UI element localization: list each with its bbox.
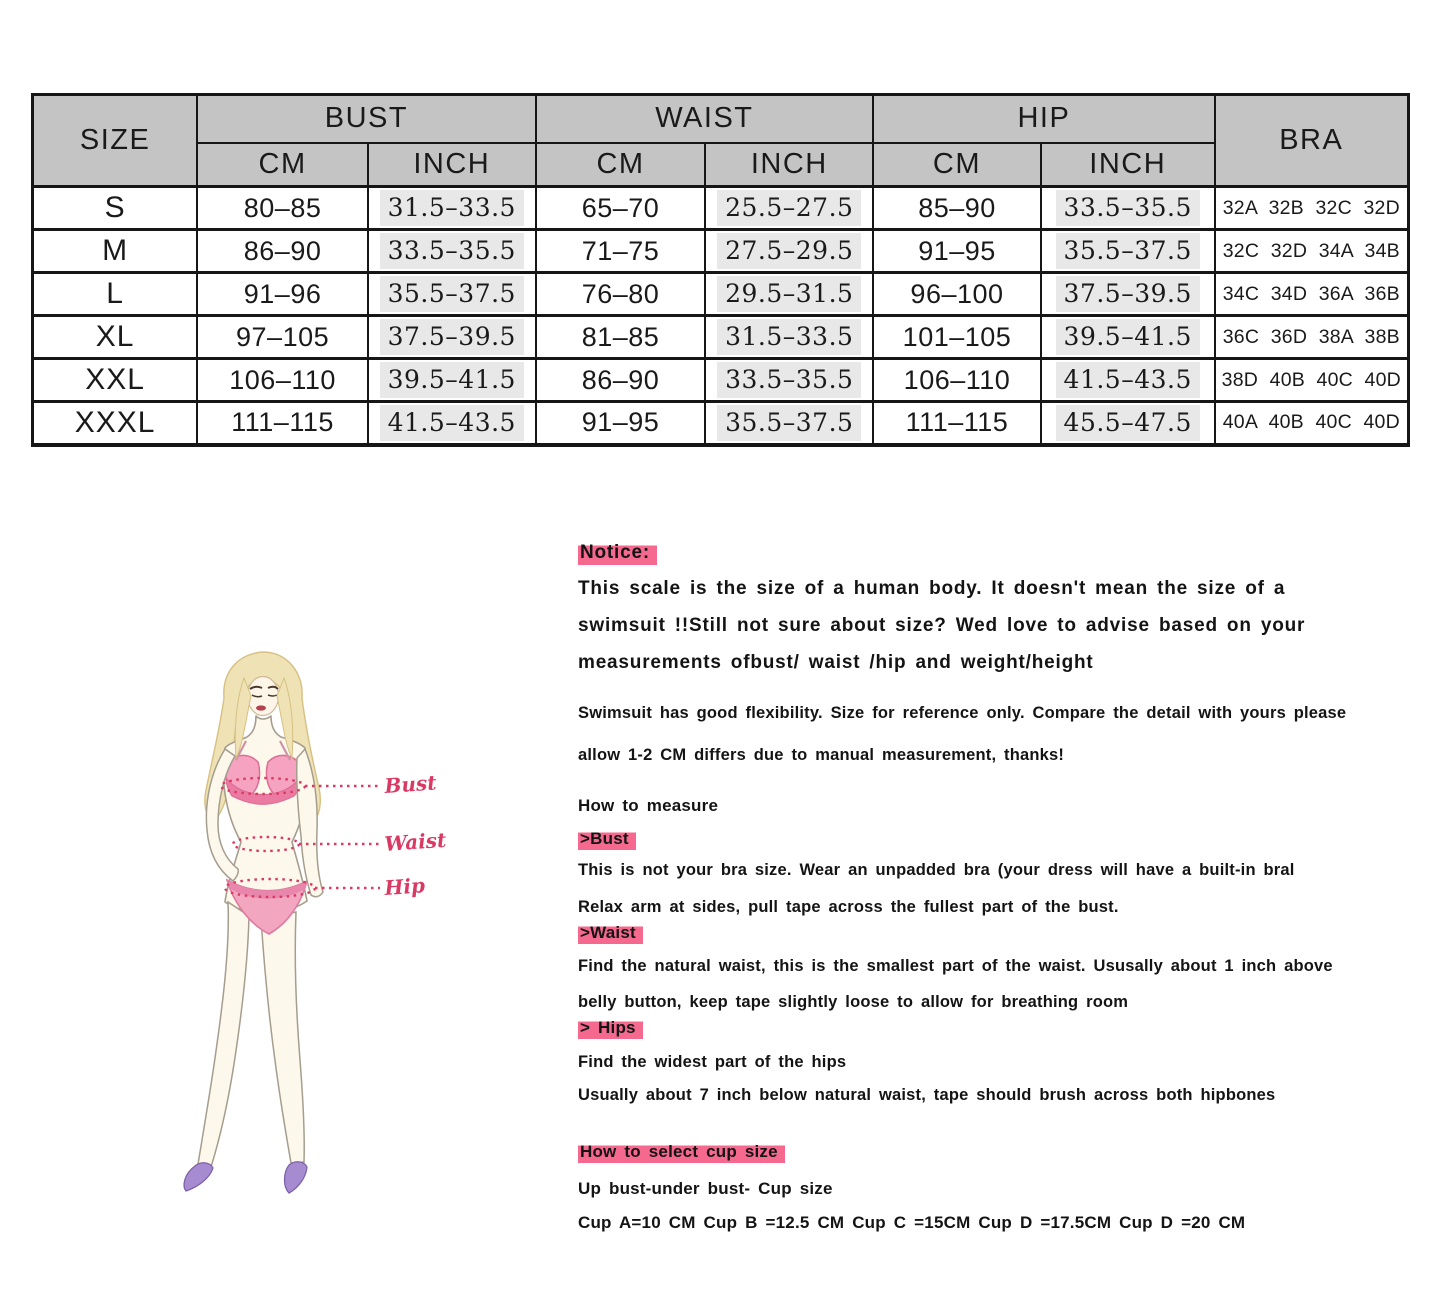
bust-cm-cell: 91–96 (197, 273, 368, 316)
inch-value: 39.5–41.5 (380, 362, 524, 398)
table-row (33, 359, 1409, 402)
inch-header: INCH (368, 143, 536, 187)
bust-cm-cell: 111–115 (197, 402, 368, 445)
size-cell: XXL (33, 359, 198, 402)
inch-value: 41.5–43.5 (380, 405, 524, 441)
waist-inch-cell (705, 359, 873, 402)
waist-inch-cell (705, 187, 873, 230)
notice-heading (578, 542, 657, 564)
inch-value: 35.5–37.5 (717, 405, 861, 441)
hip-cm-cell: 101–105 (873, 316, 1041, 359)
figure-right-leg (261, 912, 304, 1163)
inch-value: 35.5–37.5 (380, 276, 524, 312)
flexibility-line: Swimsuit has good flexibility. Size for reference only. Compare the detail with yours please (578, 704, 1347, 722)
waist-label: Waist (383, 827, 447, 856)
bust-inch-cell (368, 230, 536, 273)
bra-cell: 36C 36D 38A 38B (1215, 316, 1409, 359)
waist-cm-cell: 91–95 (536, 402, 706, 445)
bust-cm-cell: 97–105 (197, 316, 368, 359)
bust-cm-cell: 106–110 (197, 359, 368, 402)
figure-sketch (148, 640, 480, 1232)
bust-inch-cell (368, 402, 536, 445)
notice-line: swimsuit !!Still not sure about size? Wed love to advise based on your (578, 615, 1306, 636)
bust-inch-cell (368, 273, 536, 316)
bust-inch-cell (368, 316, 536, 359)
hip-cm-cell: 96–100 (873, 273, 1041, 316)
table-row (33, 187, 1409, 230)
waist-cm-cell: 86–90 (536, 359, 706, 402)
cup-line: Cup A=10 CM Cup B =12.5 CM Cup C =15CM Cup D =17.5CM Cup D =20 CM (578, 1213, 1246, 1232)
notice-heading-text: Notice: (578, 542, 657, 565)
table-row (33, 230, 1409, 273)
hip-cm-cell: 106–110 (873, 359, 1041, 402)
inch-value: 45.5–47.5 (1056, 405, 1200, 441)
inch-value: 33.5–35.5 (380, 233, 524, 269)
table-row (33, 402, 1409, 445)
cm-header: CM (536, 143, 706, 187)
cup-line: Up bust-under bust- Cup size (578, 1179, 833, 1198)
hip-inch-cell (1041, 402, 1215, 445)
size-chart-table (31, 93, 1410, 447)
left-shoe (184, 1163, 213, 1191)
bust-line: Relax arm at sides, pull tape across the fullest part of the bust. (578, 898, 1119, 916)
bra-cell: 40A 40B 40C 40D (1215, 402, 1409, 445)
hip-cm-cell: 91–95 (873, 230, 1041, 273)
hips-line: Usually about 7 inch below natural waist, tape should brush across both hipbones (578, 1086, 1276, 1104)
notice-line: measurements ofbust/ waist /hip and weight/height (578, 652, 1094, 673)
bust-heading-text: >Bust (578, 829, 636, 850)
cup-size-heading (578, 1142, 785, 1162)
waist-inch-cell (705, 316, 873, 359)
inch-value: 33.5–35.5 (1056, 190, 1200, 226)
bust-inch-cell (368, 187, 536, 230)
waist-cm-cell: 71–75 (536, 230, 706, 273)
cm-header: CM (873, 143, 1041, 187)
inch-value: 37.5–39.5 (1056, 276, 1200, 312)
table-row (33, 273, 1409, 316)
table-group-header-row (33, 95, 1409, 143)
size-header: SIZE (33, 95, 198, 187)
size-cell: S (33, 187, 198, 230)
inch-value: 25.5–27.5 (717, 190, 861, 226)
inch-value: 31.5–33.5 (380, 190, 524, 226)
size-cell: XXXL (33, 402, 198, 445)
size-cell: M (33, 230, 198, 273)
hip-cm-cell: 111–115 (873, 402, 1041, 445)
hip-inch-cell (1041, 187, 1215, 230)
hip-inch-cell (1041, 316, 1215, 359)
waist-inch-cell (705, 230, 873, 273)
bust-cm-cell: 86–90 (197, 230, 368, 273)
hip-inch-cell (1041, 273, 1215, 316)
cm-header: CM (197, 143, 368, 187)
waist-cm-cell: 76–80 (536, 273, 706, 316)
table-unit-header-row (33, 143, 1409, 187)
hip-header: HIP (873, 95, 1214, 143)
flexibility-line: allow 1-2 CM differs due to manual measurement, thanks! (578, 746, 1065, 764)
bust-line: This is not your bra size. Wear an unpadded bra (your dress will have a built-in bral (578, 861, 1295, 879)
bust-label: Bust (383, 770, 438, 798)
bra-cell: 34C 34D 36A 36B (1215, 273, 1409, 316)
inch-value: 39.5–41.5 (1056, 319, 1200, 355)
hip-cm-cell: 85–90 (873, 187, 1041, 230)
inch-value: 29.5–31.5 (717, 276, 861, 312)
inch-header: INCH (705, 143, 873, 187)
cup-size-heading-text: How to select cup size (578, 1142, 785, 1163)
inch-value: 41.5–43.5 (1056, 362, 1200, 398)
hip-label: Hip (383, 873, 426, 900)
bust-inch-cell (368, 359, 536, 402)
bust-cm-cell: 80–85 (197, 187, 368, 230)
waist-header: WAIST (536, 95, 873, 143)
size-cell: L (33, 273, 198, 316)
hips-heading-text: > Hips (578, 1018, 643, 1039)
bust-heading (578, 829, 636, 849)
waist-line: Find the natural waist, this is the smallest part of the waist. Ususally about 1 inch above (578, 957, 1333, 975)
table-row (33, 316, 1409, 359)
hips-line: Find the widest part of the hips (578, 1053, 847, 1071)
waist-line: belly button, keep tape slightly loose to allow for breathing room (578, 993, 1129, 1011)
inch-value: 35.5–37.5 (1056, 233, 1200, 269)
right-shoe (285, 1162, 308, 1193)
waist-inch-cell (705, 273, 873, 316)
figure-left-leg (198, 902, 249, 1167)
inch-value: 27.5–29.5 (717, 233, 861, 269)
bust-header: BUST (197, 95, 535, 143)
bra-cell: 32A 32B 32C 32D (1215, 187, 1409, 230)
waist-cm-cell: 81–85 (536, 316, 706, 359)
bra-cell: 38D 40B 40C 40D (1215, 359, 1409, 402)
waist-cm-cell: 65–70 (536, 187, 706, 230)
notice-line: This scale is the size of a human body. It doesn't mean the size of a (578, 578, 1286, 599)
waist-heading-text: >Waist (578, 923, 643, 944)
hip-inch-cell (1041, 359, 1215, 402)
inch-value: 37.5–39.5 (380, 319, 524, 355)
waist-heading (578, 923, 643, 943)
bra-cell: 32C 32D 34A 34B (1215, 230, 1409, 273)
hips-heading (578, 1018, 643, 1038)
size-cell: XL (33, 316, 198, 359)
bra-header: BRA (1215, 95, 1409, 187)
waist-inch-cell (705, 402, 873, 445)
inch-value: 31.5–33.5 (717, 319, 861, 355)
how-to-measure-heading: How to measure (578, 796, 719, 815)
inch-value: 33.5–35.5 (717, 362, 861, 398)
hip-inch-cell (1041, 230, 1215, 273)
inch-header: INCH (1041, 143, 1215, 187)
measurement-figure (148, 640, 480, 1232)
